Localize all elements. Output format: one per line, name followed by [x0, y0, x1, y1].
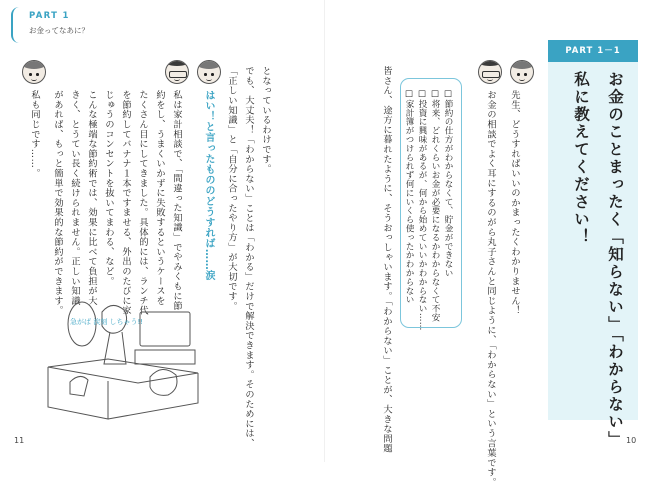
paragraph: お金の相談でよく耳にするのがら丸子さんと同じように、「わからない」という言葉です。 — [485, 90, 496, 487]
paragraph: でも、大丈夫！「わからない」ことは「わかる」だけで解決できます。そのためには、 — [243, 66, 254, 449]
paragraph: 先生、どうすればいいのかまったくわかりません！ — [509, 90, 520, 316]
page-number-left: 11 — [14, 436, 25, 445]
paragraph: があれば、もっと簡単で効果的な節約ができます。 — [52, 90, 63, 316]
part-label: PART 1 — [29, 11, 70, 21]
paragraph: 「正しい知識」と「自分に合ったやり方」が大切です。 — [226, 66, 237, 311]
illustration-caption: 急がば 涙刻 しちゃう!! — [70, 318, 144, 326]
checklist-item: □家計簿がつけられず何にいくら使ったかわからない — [404, 89, 414, 304]
paragraph: 私は家計相談で、「間違った知識」でやみくもに節 — [171, 90, 182, 311]
paragraph: となっているわけです。 — [260, 66, 271, 174]
part-subtitle: お金ってなあに？ — [29, 26, 89, 35]
paragraph: を節約してバナナ１本ですませる、外出のたびに家 — [120, 90, 131, 316]
student-exclamation: はい！と言ったもののどうすれば……涙 — [203, 90, 214, 281]
paragraph: きく、とうてい長く続けられません。正しい知識 — [69, 90, 80, 306]
student-avatar-icon — [22, 60, 46, 84]
illustration — [40, 272, 210, 422]
section-label: PART 1－1 — [548, 40, 638, 62]
checklist-item: □節約の仕方がわからなくて、貯金ができない — [443, 89, 453, 278]
page-number-right: 10 — [626, 436, 637, 445]
checklist-item: □将来、どれくらいお金が必要になるかわからなくて不安 — [430, 89, 440, 322]
checklist-box — [400, 78, 462, 331]
paragraph: じゅうのコンセントを抜いてまわる、など。 — [103, 90, 114, 286]
teacher-avatar-icon — [165, 60, 189, 84]
student-avatar-icon — [197, 60, 221, 84]
part-brace — [11, 7, 23, 43]
student-avatar-icon — [510, 60, 534, 84]
section-title-line1: お金のことまったく「知らない」「わからない」 — [606, 71, 624, 449]
paragraph: たくさん目にしてきました。具体的には、ランチ代 — [137, 90, 148, 316]
paragraph: 私も同じです……。 — [29, 90, 40, 179]
checklist-item: □投資に興味があるが、何から始めていいかわからない…… — [417, 89, 427, 331]
paragraph: 皆さん、途方に暮れたように、そうおっしゃいます。「わからない」ことが、大きな問題 — [381, 66, 392, 454]
paragraph: 約をし、うまくいかずに失敗するというケースを — [154, 90, 165, 306]
paragraph: こんな極端な節約術では、効果に比べて負担が大 — [86, 90, 97, 306]
section-title-line2: 私に教えてください！ — [572, 71, 590, 246]
page-gutter — [324, 0, 325, 462]
teacher-avatar-icon — [478, 60, 502, 84]
